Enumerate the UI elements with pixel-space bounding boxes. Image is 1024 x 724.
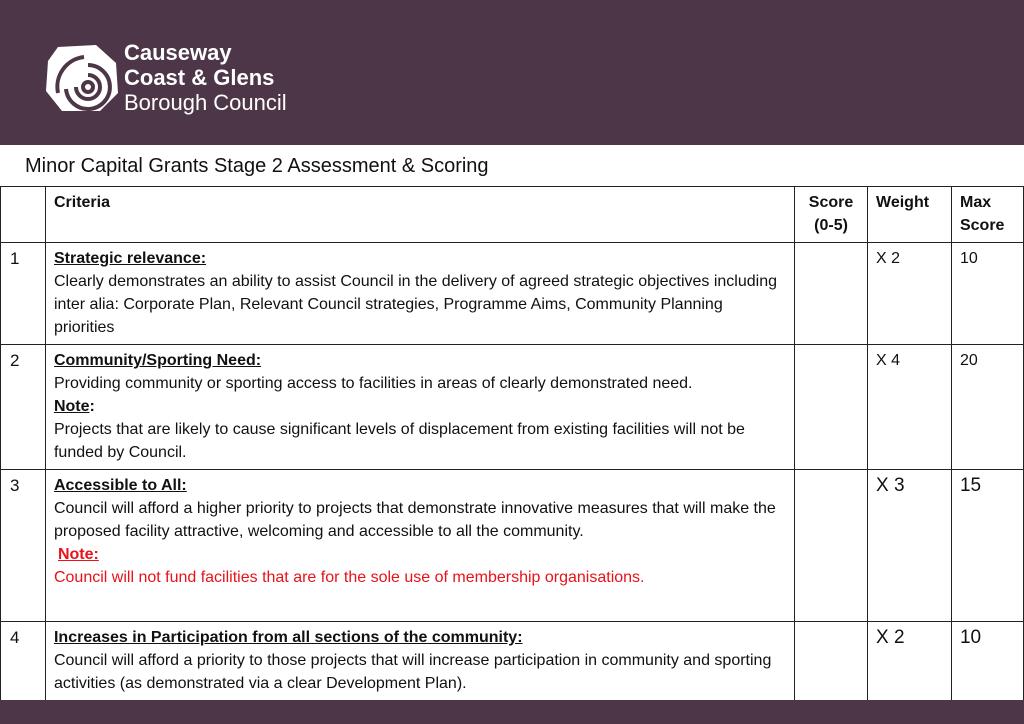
scoring-table: [0, 186, 1024, 701]
note-label: Note:: [57, 546, 99, 563]
max-cell: 10: [951, 243, 1023, 345]
header-banner: [0, 0, 1024, 145]
footer-bar: [0, 700, 1024, 724]
weight-cell: X 2: [868, 622, 952, 701]
score-cell[interactable]: [795, 470, 868, 622]
header-row: [1, 187, 1024, 243]
note-text: Projects that are likely to cause significant levels of displacement from existing facilities will not be funded by Council.: [53, 421, 745, 461]
max-cell: 10: [951, 622, 1023, 701]
weight-header: Weight: [868, 187, 952, 243]
row-number: 3: [1, 470, 46, 622]
max-cell: 20: [951, 345, 1023, 470]
criteria-text: Council will afford a higher priority to projects that demonstrate innovative measures that will make the proposed facility attractive, welcoming and accessible to all the community.: [53, 500, 776, 540]
spiral-logo-icon: [44, 43, 120, 113]
note-text: Council will not fund facilities that are for the sole use of membership organisations.: [53, 569, 645, 586]
criteria-cell: [45, 345, 794, 470]
logo-line-3: Borough Council: [124, 90, 287, 115]
criteria-text: Council will afford a priority to those projects that will increase participation in community and sporting activities (as demonstrated via a clear Development Plan).: [53, 652, 772, 692]
table-row: [1, 243, 1024, 345]
score-cell[interactable]: [795, 622, 868, 701]
criteria-cell: [45, 622, 794, 701]
logo-line-1: Causeway: [124, 40, 232, 65]
row-number: 1: [1, 243, 46, 345]
criteria-cell: [45, 470, 794, 622]
table-row: [1, 622, 1024, 701]
max-cell: 15: [951, 470, 1023, 622]
note-colon: :: [89, 398, 95, 415]
row-number: 4: [1, 622, 46, 701]
criteria-cell: [45, 243, 794, 345]
score-cell[interactable]: [795, 243, 868, 345]
num-header: [1, 187, 46, 243]
score-header: Score (0-5): [795, 187, 868, 243]
note-label: Note: [53, 398, 90, 415]
page-title: Minor Capital Grants Stage 2 Assessment & Scoring: [25, 155, 489, 177]
score-cell[interactable]: [795, 345, 868, 470]
table-row: [1, 345, 1024, 470]
criteria-heading: Increases in Participation from all sections of the community:: [53, 629, 523, 646]
criteria-text: Clearly demonstrates an ability to assist Council in the delivery of agreed strategic objectives including inter alia: Corporate Plan, Relevant Council strategies, Programme Aims, Community Planning priorities: [53, 273, 777, 336]
max-header: Max Score: [951, 187, 1023, 243]
criteria-header: Criteria: [45, 187, 794, 243]
row-number: 2: [1, 345, 46, 470]
criteria-heading: Strategic relevance:: [53, 250, 207, 267]
criteria-heading: Accessible to All:: [53, 477, 187, 494]
logo-line-2: Coast & Glens: [124, 65, 275, 90]
council-logo: [44, 40, 287, 115]
criteria-heading: Community/Sporting Need:: [53, 352, 262, 369]
weight-cell: X 3: [868, 470, 952, 622]
criteria-text: Providing community or sporting access to facilities in areas of clearly demonstrated need.: [53, 375, 693, 392]
weight-cell: X 4: [868, 345, 952, 470]
weight-cell: X 2: [868, 243, 952, 345]
table-row: [1, 470, 1024, 622]
